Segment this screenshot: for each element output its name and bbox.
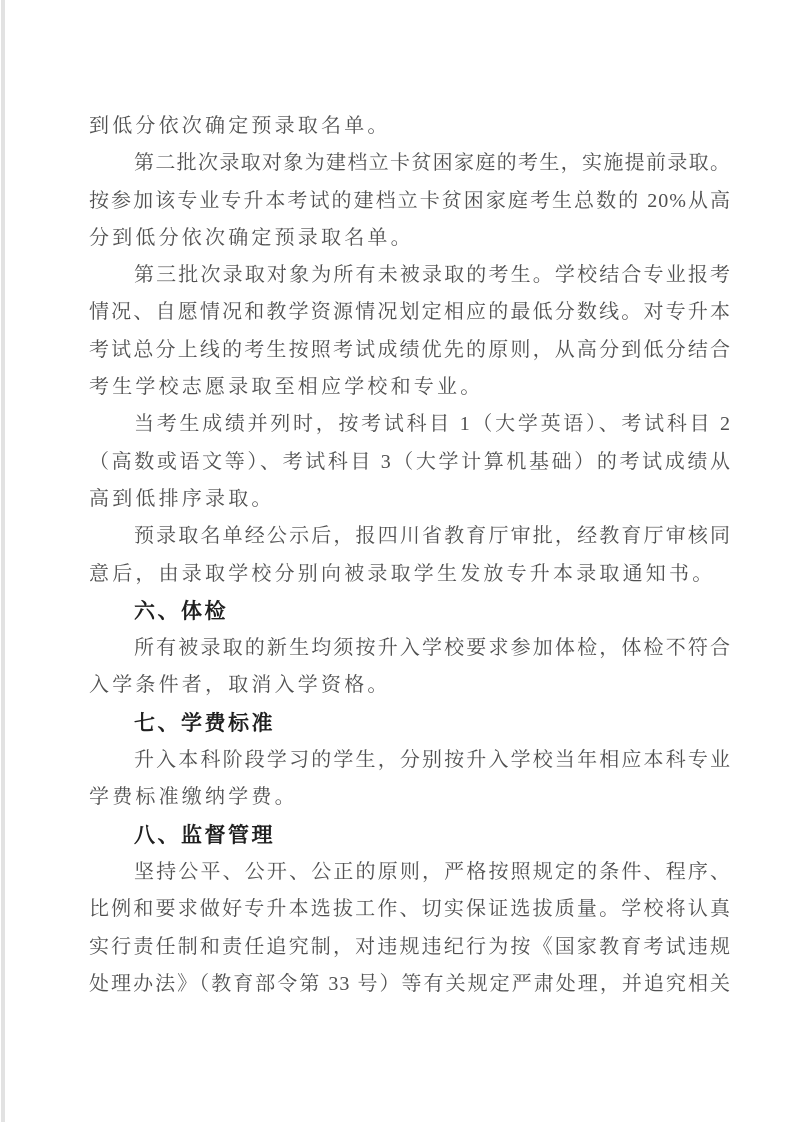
- document-line: 情况、自愿情况和教学资源情况划定相应的最低分数线。对专升本: [89, 301, 731, 324]
- document-line: 当考生成绩并列时，按考试科目 1（大学英语）、考试科目 2: [134, 413, 731, 436]
- document-line: 实行责任制和责任追究制，对违规违纪行为按《国家教育考试违规: [89, 935, 731, 958]
- document-line: 升入本科阶段学习的学生，分别按升入学校当年相应本科专业: [134, 749, 731, 772]
- document-line: （高数或语文等）、考试科目 3（大学计算机基础）的考试成绩从: [89, 450, 731, 473]
- document-line: 到低分依次确定预录取名单。: [89, 115, 391, 137]
- document-line: 考试总分上线的考生按照考试成绩优先的原则，从高分到低分结合: [89, 338, 731, 361]
- section-heading: 八、监督管理: [134, 822, 275, 847]
- document-line: 第二批次录取对象为建档立卡贫困家庭的考生，实施提前录取。: [134, 152, 731, 175]
- section-heading: 六、体检: [134, 598, 228, 623]
- document-line: 比例和要求做好专升本选拔工作、切实保证选拔质量。学校将认真: [89, 898, 731, 921]
- document-line: 所有被录取的新生均须按升入学校要求参加体检，体检不符合: [134, 637, 731, 660]
- section-heading: 七、学费标准: [134, 710, 275, 735]
- document-line: 入学条件者，取消入学资格。: [89, 674, 391, 697]
- document-content: [89, 108, 731, 1003]
- document-line: 预录取名单经公示后，报四川省教育厅审批，经教育厅审核同: [134, 525, 731, 548]
- document-line: 第三批次录取对象为所有未被录取的考生。学校结合专业报考: [134, 264, 731, 287]
- document-line: 意后，由录取学校分别向被录取学生发放专升本录取通知书。: [89, 562, 716, 585]
- document-line: 坚持公平、公开、公正的原则，严格按照规定的条件、程序、: [134, 860, 731, 883]
- document-line: 处理办法》（教育部令第 33 号）等有关规定严肃处理，并追究相关: [89, 972, 731, 995]
- document-line: 分到低分依次确定预录取名单。: [89, 226, 414, 249]
- document-line: 学费标准缴纳学费。: [89, 786, 298, 809]
- document-line: 按参加该专业专升本考试的建档立卡贫困家庭考生总数的 20%从高: [89, 189, 731, 212]
- document-line: 考生学校志愿录取至相应学校和专业。: [89, 376, 484, 399]
- document-line: 高到低排序录取。: [89, 487, 275, 510]
- page-edge-shadow: [1, 0, 5, 1122]
